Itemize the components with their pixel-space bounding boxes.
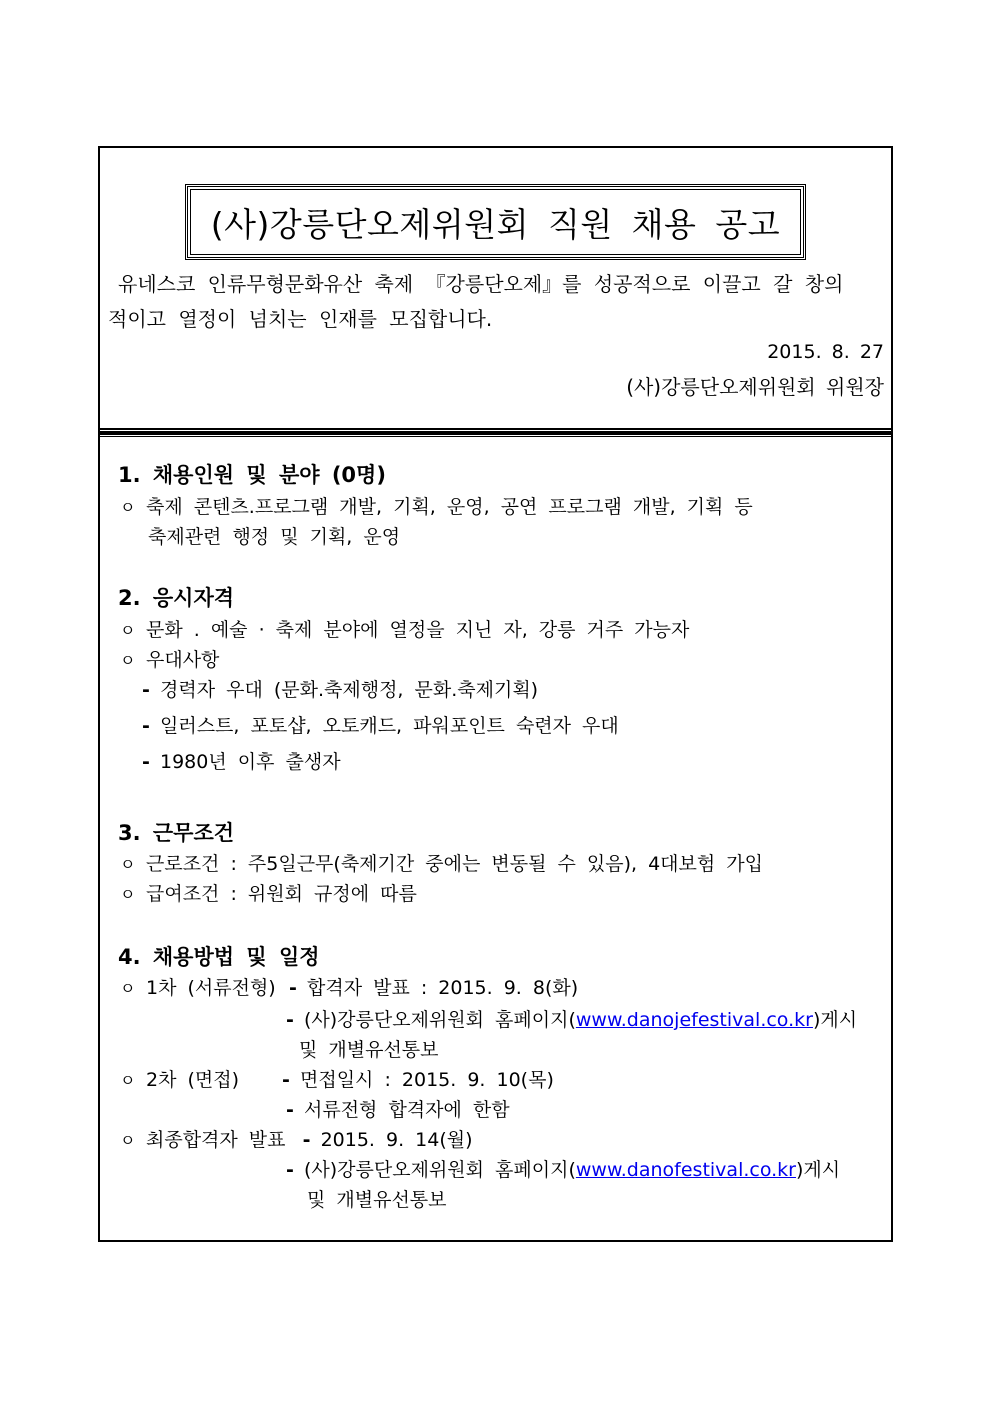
round-label: 최종합격자 발표 (146, 1129, 286, 1151)
list-item: ㅇ 문화 . 예술 · 축제 분야에 열정을 지닌 자, 강릉 거주 가능자 (120, 617, 689, 644)
notice-date: 2015. 8. 27 (767, 341, 884, 363)
dash-icon: - (142, 715, 150, 737)
sub-list-item: - 경력자 우대 (문화.축제행정, 문화.축제기획) (142, 679, 539, 701)
dash-icon: - (286, 1159, 294, 1181)
bullet-icon: ㅇ (120, 1071, 136, 1090)
separator-line (99, 428, 892, 430)
round-2-condition: - 서류전형 합격자에 한함 (286, 1099, 510, 1121)
sub-list-item: - 1980년 이후 출생자 (142, 751, 341, 773)
dash-icon: - (142, 751, 150, 773)
round-label: 2차 (면접) (146, 1069, 240, 1091)
section-heading-4: 4. 채용방법 및 일정 (118, 945, 320, 969)
round-label: 1차 (서류전형) (146, 977, 276, 999)
dash-icon: - (286, 1009, 294, 1031)
round-2-detail: - 면접일시 : 2015. 9. 10(목) (282, 1069, 554, 1091)
dash-icon: - (142, 679, 150, 701)
bullet-icon: ㅇ (120, 885, 136, 904)
sub-list-item: - 일러스트, 포토샵, 오토캐드, 파워포인트 숙련자 우대 (142, 715, 619, 737)
section-heading-3: 3. 근무조건 (118, 821, 235, 845)
intro-line-2: 적이고 열정이 넘치는 인재를 모집합니다. (108, 307, 493, 331)
list-item: ㅇ 우대사항 (120, 647, 219, 674)
bullet-icon: ㅇ (120, 855, 136, 874)
bullet-icon: ㅇ (120, 1131, 136, 1150)
separator-line (99, 436, 892, 437)
dash-icon: - (286, 1099, 294, 1121)
round-1-homepage: - (사)강릉단오제위원회 홈페이지(www.danojefestival.co.kr)게시 (286, 1009, 858, 1031)
homepage-link[interactable]: www.danofestival.co.kr (575, 1159, 796, 1181)
round-1-detail: - 합격자 발표 : 2015. 9. 8(화) (289, 977, 579, 999)
list-item: ㅇ 근로조건 : 주5일근무(축제기간 중에는 변동될 수 있음), 4대보험 가입 (120, 851, 763, 878)
bullet-icon: ㅇ (120, 498, 136, 517)
intro-line-1: 유네스코 인류무형문화유산 축제 『강릉단오제』를 성공적으로 이끌고 갈 창의 (118, 272, 844, 296)
title-box (185, 184, 806, 260)
separator-line-thick (99, 431, 892, 435)
round-1-notice: 및 개별유선통보 (299, 1039, 439, 1061)
schedule-final: ㅇ 최종합격자 발표 - 2015. 9. 14(월) (120, 1127, 473, 1154)
list-item: ㅇ 급여조건 : 위원회 규정에 따름 (120, 881, 417, 908)
list-item: ㅇ 축제 콘텐츠.프로그램 개발, 기획, 운영, 공연 프로그램 개발, 기획 등 (120, 494, 753, 521)
intro-paragraph (108, 267, 886, 337)
dash-icon: - (282, 1069, 290, 1091)
list-item-continuation: 축제관련 행정 및 기획, 운영 (148, 526, 401, 548)
section-heading-2: 2. 응시자격 (118, 586, 235, 610)
section-heading-1: 1. 채용인원 및 분야 (0명) (118, 463, 386, 487)
dash-icon: - (302, 1129, 311, 1151)
bullet-icon: ㅇ (120, 651, 136, 670)
page-title: (사)강릉단오제위원회 직원 채용 공고 (190, 189, 801, 255)
schedule-round-2 (120, 1067, 239, 1094)
bullet-icon: ㅇ (120, 621, 136, 640)
final-notice: 및 개별유선통보 (307, 1189, 447, 1211)
bullet-icon: ㅇ (120, 979, 136, 998)
dash-icon: - (289, 977, 297, 999)
final-homepage: - (사)강릉단오제위원회 홈페이지(www.danofestival.co.kr)게시 (286, 1159, 841, 1181)
notice-signer: (사)강릉단오제위원회 위원장 (626, 375, 884, 399)
schedule-round-1 (120, 975, 276, 1002)
homepage-link[interactable]: www.danojefestival.co.kr (575, 1009, 813, 1031)
